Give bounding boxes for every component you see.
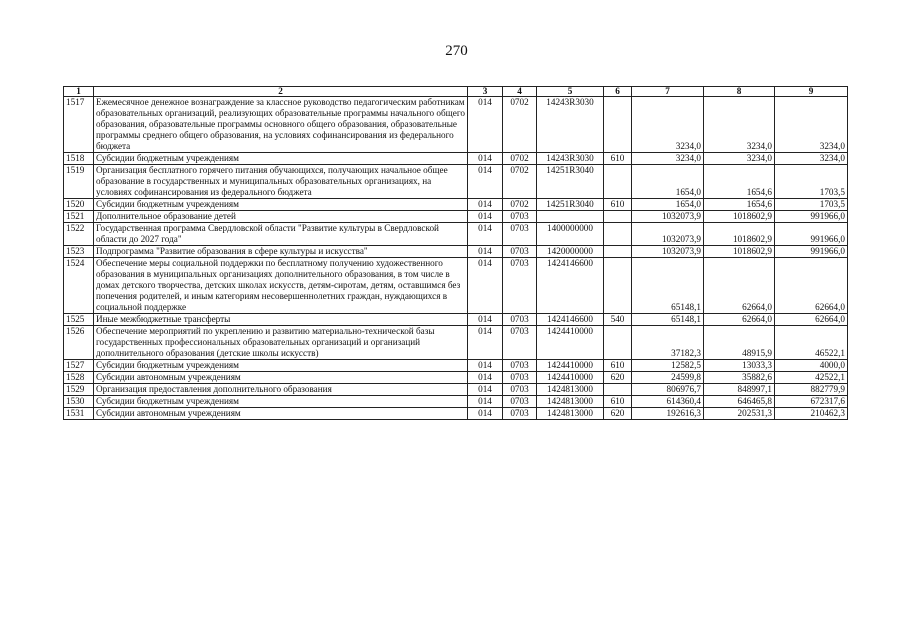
cell-code-5: 14251R3040 bbox=[537, 165, 604, 199]
cell-amount-8: 1654,6 bbox=[704, 165, 775, 199]
cell-code-5 bbox=[537, 211, 604, 223]
cell-amount-7: 1032073,9 bbox=[632, 223, 704, 246]
cell-code-5: 1424410000 bbox=[537, 360, 604, 372]
cell-code-6: 610 bbox=[604, 360, 632, 372]
cell-amount-9: 672317,6 bbox=[775, 396, 848, 408]
cell-code-3: 014 bbox=[468, 246, 503, 258]
row-name: Государственная программа Свердловской области "Развитие культуры в Свердловской области до 2027 года" bbox=[94, 223, 468, 246]
cell-amount-8: 62664,0 bbox=[704, 258, 775, 314]
table-row bbox=[64, 360, 848, 372]
cell-amount-9: 1703,5 bbox=[775, 165, 848, 199]
cell-code-5: 1424813000 bbox=[537, 408, 604, 420]
column-header: 6 bbox=[604, 87, 632, 97]
table-row bbox=[64, 396, 848, 408]
cell-code-5: 14243R3030 bbox=[537, 97, 604, 153]
column-header: 2 bbox=[94, 87, 468, 97]
cell-code-5: 14243R3030 bbox=[537, 153, 604, 165]
column-header: 4 bbox=[503, 87, 537, 97]
column-header: 9 bbox=[775, 87, 848, 97]
cell-code-3: 014 bbox=[468, 199, 503, 211]
table-row bbox=[64, 153, 848, 165]
column-header: 1 bbox=[64, 87, 94, 97]
row-number: 1531 bbox=[64, 408, 94, 420]
row-number: 1519 bbox=[64, 165, 94, 199]
cell-code-6: 610 bbox=[604, 199, 632, 211]
cell-amount-8: 202531,3 bbox=[704, 408, 775, 420]
table-row bbox=[64, 223, 848, 246]
cell-code-4: 0702 bbox=[503, 165, 537, 199]
cell-code-3: 014 bbox=[468, 258, 503, 314]
cell-code-4: 0702 bbox=[503, 97, 537, 153]
header-row bbox=[64, 87, 848, 97]
cell-code-6 bbox=[604, 97, 632, 153]
row-number: 1530 bbox=[64, 396, 94, 408]
cell-code-3: 014 bbox=[468, 384, 503, 396]
row-name: Дополнительное образование детей bbox=[94, 211, 468, 223]
cell-amount-7: 65148,1 bbox=[632, 258, 704, 314]
row-number: 1518 bbox=[64, 153, 94, 165]
row-name: Субсидии бюджетным учреждениям bbox=[94, 153, 468, 165]
cell-amount-8: 646465,8 bbox=[704, 396, 775, 408]
row-name: Обеспечение мероприятий по укреплению и развитию материально-технической базы государственных профессиональных образовательных организаций и организаций дополнительного образования (детские школы искусств) bbox=[94, 326, 468, 360]
cell-amount-8: 13033,3 bbox=[704, 360, 775, 372]
row-number: 1522 bbox=[64, 223, 94, 246]
row-name: Ежемесячное денежное вознаграждение за классное руководство педагогическим работникам образовательных организаций, реализующих образовательные программы начального общего образования, образовательные программы основного общего образования, образовательные программы среднего общего образования, на условиях софинансирования из федерального бюджета bbox=[94, 97, 468, 153]
page-number: 270 bbox=[445, 43, 468, 59]
cell-code-4: 0703 bbox=[503, 246, 537, 258]
cell-code-5: 1420000000 bbox=[537, 246, 604, 258]
cell-code-3: 014 bbox=[468, 223, 503, 246]
cell-amount-7: 24599,8 bbox=[632, 372, 704, 384]
cell-amount-7: 806976,7 bbox=[632, 384, 704, 396]
cell-code-5: 1424146600 bbox=[537, 258, 604, 314]
cell-code-3: 014 bbox=[468, 408, 503, 420]
cell-amount-9: 3234,0 bbox=[775, 97, 848, 153]
row-number: 1527 bbox=[64, 360, 94, 372]
cell-amount-8: 3234,0 bbox=[704, 97, 775, 153]
cell-code-5: 1424813000 bbox=[537, 396, 604, 408]
cell-code-3: 014 bbox=[468, 396, 503, 408]
cell-code-3: 014 bbox=[468, 153, 503, 165]
cell-code-6: 540 bbox=[604, 314, 632, 326]
cell-code-5: 1400000000 bbox=[537, 223, 604, 246]
cell-amount-8: 3234,0 bbox=[704, 153, 775, 165]
cell-code-4: 0703 bbox=[503, 408, 537, 420]
cell-code-4: 0703 bbox=[503, 314, 537, 326]
cell-code-5: 14251R3040 bbox=[537, 199, 604, 211]
cell-code-4: 0703 bbox=[503, 372, 537, 384]
row-number: 1529 bbox=[64, 384, 94, 396]
cell-amount-9: 42522,1 bbox=[775, 372, 848, 384]
cell-code-6: 620 bbox=[604, 372, 632, 384]
cell-amount-9: 991966,0 bbox=[775, 223, 848, 246]
cell-code-4: 0703 bbox=[503, 360, 537, 372]
row-name: Организация предоставления дополнительного образования bbox=[94, 384, 468, 396]
cell-code-6: 610 bbox=[604, 153, 632, 165]
table-row bbox=[64, 314, 848, 326]
row-number: 1521 bbox=[64, 211, 94, 223]
cell-amount-7: 3234,0 bbox=[632, 97, 704, 153]
cell-code-6 bbox=[604, 384, 632, 396]
row-number: 1524 bbox=[64, 258, 94, 314]
cell-code-3: 014 bbox=[468, 314, 503, 326]
column-header: 5 bbox=[537, 87, 604, 97]
row-number: 1528 bbox=[64, 372, 94, 384]
cell-code-4: 0703 bbox=[503, 258, 537, 314]
cell-amount-9: 62664,0 bbox=[775, 314, 848, 326]
cell-code-5: 1424410000 bbox=[537, 372, 604, 384]
cell-code-6 bbox=[604, 326, 632, 360]
cell-code-4: 0703 bbox=[503, 396, 537, 408]
cell-code-3: 014 bbox=[468, 211, 503, 223]
cell-amount-9: 991966,0 bbox=[775, 211, 848, 223]
cell-amount-8: 35882,6 bbox=[704, 372, 775, 384]
cell-amount-8: 1654,6 bbox=[704, 199, 775, 211]
row-name: Субсидии автономным учреждениям bbox=[94, 408, 468, 420]
cell-amount-9: 62664,0 bbox=[775, 258, 848, 314]
cell-amount-9: 210462,3 bbox=[775, 408, 848, 420]
budget-table bbox=[63, 86, 848, 420]
cell-code-3: 014 bbox=[468, 326, 503, 360]
cell-amount-8: 1018602,9 bbox=[704, 246, 775, 258]
cell-amount-9: 991966,0 bbox=[775, 246, 848, 258]
table-row bbox=[64, 326, 848, 360]
table-row bbox=[64, 372, 848, 384]
cell-code-4: 0703 bbox=[503, 326, 537, 360]
row-name: Субсидии бюджетным учреждениям bbox=[94, 199, 468, 211]
cell-code-4: 0703 bbox=[503, 384, 537, 396]
table-row bbox=[64, 199, 848, 211]
row-name: Субсидии бюджетным учреждениям bbox=[94, 360, 468, 372]
row-name: Организация бесплатного горячего питания обучающихся, получающих начальное общее образование в государственных и муниципальных образовательных организациях, на условиях софинансирования из федерального бюджета bbox=[94, 165, 468, 199]
cell-amount-7: 1654,0 bbox=[632, 199, 704, 211]
cell-code-6 bbox=[604, 258, 632, 314]
cell-amount-9: 46522,1 bbox=[775, 326, 848, 360]
row-name: Подпрограмма "Развитие образования в сфере культуры и искусства" bbox=[94, 246, 468, 258]
table-row bbox=[64, 211, 848, 223]
row-name: Иные межбюджетные трансферты bbox=[94, 314, 468, 326]
row-number: 1526 bbox=[64, 326, 94, 360]
row-number: 1523 bbox=[64, 246, 94, 258]
table-row bbox=[64, 246, 848, 258]
cell-amount-8: 62664,0 bbox=[704, 314, 775, 326]
row-number: 1520 bbox=[64, 199, 94, 211]
cell-code-5: 1424146600 bbox=[537, 314, 604, 326]
cell-amount-7: 1654,0 bbox=[632, 165, 704, 199]
cell-amount-7: 1032073,9 bbox=[632, 246, 704, 258]
cell-amount-9: 3234,0 bbox=[775, 153, 848, 165]
column-header: 7 bbox=[632, 87, 704, 97]
row-name: Субсидии бюджетным учреждениям bbox=[94, 396, 468, 408]
table-row bbox=[64, 384, 848, 396]
cell-code-3: 014 bbox=[468, 97, 503, 153]
cell-amount-7: 12582,5 bbox=[632, 360, 704, 372]
cell-code-6 bbox=[604, 223, 632, 246]
row-name: Субсидии автономным учреждениям bbox=[94, 372, 468, 384]
cell-code-5: 1424813000 bbox=[537, 384, 604, 396]
cell-code-6 bbox=[604, 246, 632, 258]
cell-amount-7: 65148,1 bbox=[632, 314, 704, 326]
cell-code-5: 1424410000 bbox=[537, 326, 604, 360]
cell-code-4: 0703 bbox=[503, 223, 537, 246]
cell-code-3: 014 bbox=[468, 360, 503, 372]
cell-amount-8: 1018602,9 bbox=[704, 223, 775, 246]
cell-code-4: 0703 bbox=[503, 211, 537, 223]
cell-amount-9: 1703,5 bbox=[775, 199, 848, 211]
cell-code-4: 0702 bbox=[503, 199, 537, 211]
table-row bbox=[64, 258, 848, 314]
cell-code-6: 620 bbox=[604, 408, 632, 420]
cell-amount-8: 1018602,9 bbox=[704, 211, 775, 223]
cell-amount-7: 1032073,9 bbox=[632, 211, 704, 223]
column-header: 3 bbox=[468, 87, 503, 97]
table-row bbox=[64, 97, 848, 153]
cell-amount-9: 4000,0 bbox=[775, 360, 848, 372]
column-header: 8 bbox=[704, 87, 775, 97]
row-number: 1517 bbox=[64, 97, 94, 153]
cell-code-6 bbox=[604, 165, 632, 199]
cell-amount-9: 882779,9 bbox=[775, 384, 848, 396]
cell-code-4: 0702 bbox=[503, 153, 537, 165]
cell-code-3: 014 bbox=[468, 165, 503, 199]
row-name: Обеспечение меры социальной поддержки по бесплатному получению художественного образования в муниципальных организациях дополнительного образования, в том числе в домах детского творчества, детских школах искусств, детям-сиротам, детям, оставшимся без попечения родителей, и иным категориям несовершеннолетних граждан, нуждающихся в социальной поддержке bbox=[94, 258, 468, 314]
cell-amount-7: 3234,0 bbox=[632, 153, 704, 165]
cell-code-6: 610 bbox=[604, 396, 632, 408]
cell-amount-8: 48915,9 bbox=[704, 326, 775, 360]
cell-amount-7: 192616,3 bbox=[632, 408, 704, 420]
cell-code-3: 014 bbox=[468, 372, 503, 384]
cell-code-6 bbox=[604, 211, 632, 223]
cell-amount-8: 848997,1 bbox=[704, 384, 775, 396]
table-row bbox=[64, 165, 848, 199]
table-row bbox=[64, 408, 848, 420]
row-number: 1525 bbox=[64, 314, 94, 326]
cell-amount-7: 614360,4 bbox=[632, 396, 704, 408]
cell-amount-7: 37182,3 bbox=[632, 326, 704, 360]
